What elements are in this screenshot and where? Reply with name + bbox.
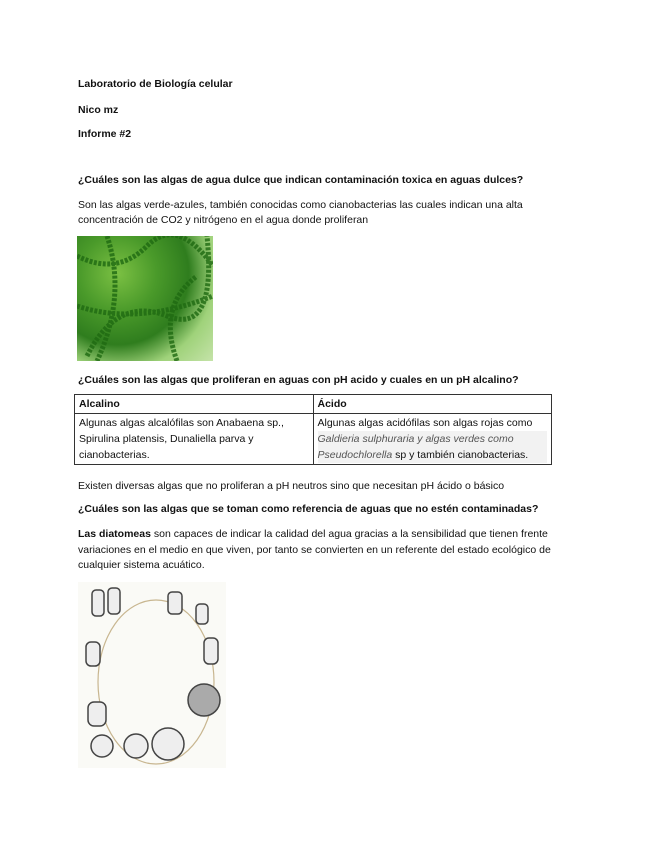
cell-acido — [313, 414, 552, 465]
cell-alcalino — [75, 414, 314, 465]
question-1: ¿Cuáles son las algas de agua dulce que indican contaminación toxica en aguas dulces? — [78, 174, 524, 186]
diatom-lifecycle-diagram — [78, 582, 226, 768]
answer-1-line2: concentración de CO2 y nitrógeno en el agua donde proliferan — [78, 214, 369, 226]
ph-table — [74, 394, 552, 465]
diatom-cycle-drawing — [78, 582, 226, 768]
cyanobacteria-filaments — [77, 236, 213, 361]
header-alcalino: Alcalino — [75, 395, 314, 414]
acido-italic: Pseudochlorella — [317, 449, 393, 461]
alcalino-line: Spirulina platensis, Dunaliella parva y — [79, 433, 254, 445]
acido-line: Algunas algas acidófilas son algas rojas como — [317, 417, 533, 429]
author: Nico mz — [78, 104, 119, 116]
diatomeas-bold: Las diatomeas — [78, 528, 151, 540]
answer-1-line1: Son las algas verde-azules, también conocidas como cianobacterias las cuales indican una alta — [78, 199, 523, 211]
ph-note: Existen diversas algas que no proliferan a pH neutros sino que necesitan pH ácido o básico — [78, 480, 505, 492]
lab-title: Laboratorio de Biología celular — [78, 78, 233, 90]
acido-line: Galdieria sulphuraria y algas verdes como — [318, 431, 548, 447]
alcalino-line: Algunas algas alcalófilas son Anabaena sp., — [79, 417, 284, 429]
header-acido: Ácido — [313, 395, 552, 414]
cyanobacteria-image — [77, 236, 213, 361]
report-number: Informe #2 — [78, 128, 132, 140]
alcalino-line: cianobacterias. — [79, 449, 150, 461]
answer-3-line3: cualquier sistema acuático. — [78, 559, 205, 571]
answer-3-line2: variaciones en el medio en que viven, por tanto se convierten en un referente del estado ecológico de — [78, 544, 551, 556]
answer-3-line1 — [78, 528, 548, 540]
question-3: ¿Cuáles son las algas que se toman como referencia de aguas que no estén contaminadas? — [78, 503, 539, 515]
acido-rest: sp y también cianobacterias. — [392, 449, 529, 461]
question-2: ¿Cuáles son las algas que proliferan en aguas con pH acido y cuales en un pH alcalino? — [78, 374, 519, 386]
answer-3-rest: son capaces de indicar la calidad del agua gracias a la sensibilidad que tienen frente — [150, 528, 548, 540]
